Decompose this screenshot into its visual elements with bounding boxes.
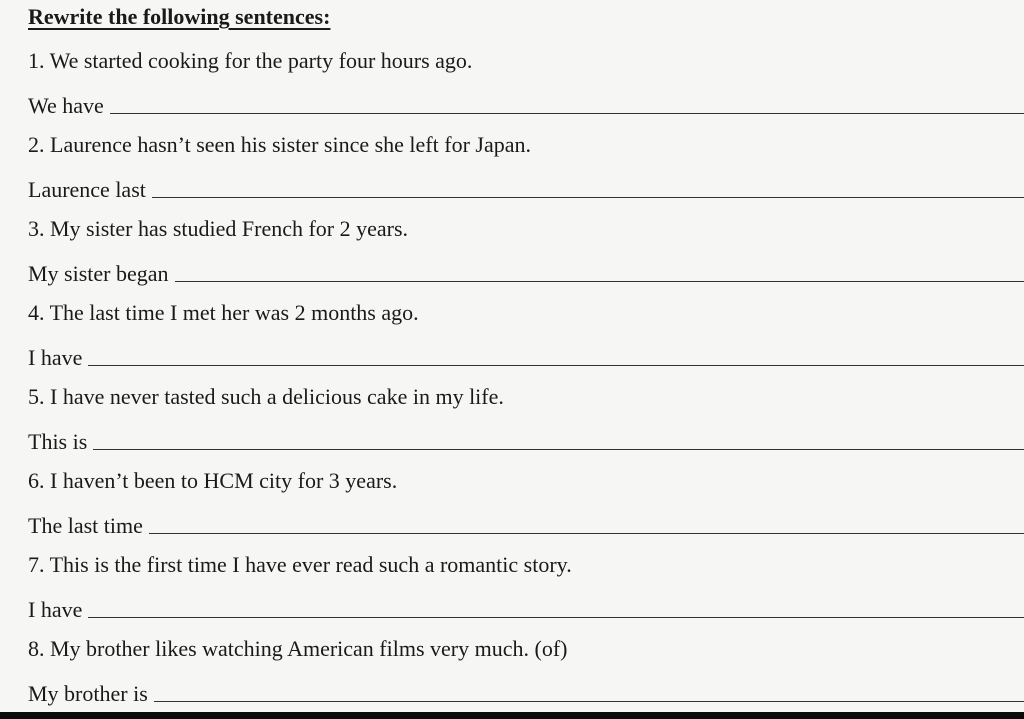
bottom-edge-bar [0, 712, 1024, 719]
answer-row [28, 594, 1024, 622]
exercise-item [0, 460, 1024, 544]
exercise-item [0, 40, 1024, 124]
answer-row [28, 174, 1024, 202]
answer-prompt: Laurence last [28, 177, 146, 202]
answer-row [28, 426, 1024, 454]
answer-blank-line[interactable] [88, 617, 1024, 618]
answer-prompt: The last time [28, 513, 143, 538]
exercise-item [0, 124, 1024, 208]
exercise-list [0, 40, 1024, 712]
answer-prompt: My brother is [28, 681, 148, 706]
exercise-sentence: 5. I have never tasted such a delicious cake in my life. [28, 384, 504, 409]
exercise-sentence: 3. My sister has studied French for 2 years. [28, 216, 409, 241]
answer-blank-line[interactable] [110, 113, 1024, 114]
answer-prompt: My sister began [28, 261, 169, 286]
answer-prompt: I have [28, 597, 83, 622]
exercise-item [0, 544, 1024, 628]
exercise-sentence: 4. The last time I met her was 2 months ago. [28, 300, 419, 325]
answer-blank-line[interactable] [93, 449, 1024, 450]
answer-prompt: I have [28, 345, 83, 370]
answer-prompt: This is [28, 429, 88, 454]
exercise-sentence: 7. This is the first time I have ever read such a romantic story. [28, 552, 572, 577]
answer-row [28, 90, 1024, 118]
answer-blank-line[interactable] [88, 365, 1024, 366]
worksheet-heading: Rewrite the following sentences: [28, 4, 331, 29]
exercise-sentence: 6. I haven’t been to HCM city for 3 years. [28, 468, 398, 493]
answer-row [28, 510, 1024, 538]
answer-row [28, 258, 1024, 286]
answer-row [28, 342, 1024, 370]
answer-blank-line[interactable] [175, 281, 1024, 282]
exercise-item [0, 628, 1024, 712]
exercise-item [0, 292, 1024, 376]
answer-blank-line[interactable] [149, 533, 1024, 534]
exercise-sentence: 8. My brother likes watching American films very much. (of) [28, 636, 568, 661]
exercise-sentence: 1. We started cooking for the party four hours ago. [28, 48, 473, 73]
answer-prompt: We have [28, 93, 104, 118]
answer-blank-line[interactable] [152, 197, 1024, 198]
answer-blank-line[interactable] [154, 701, 1024, 702]
exercise-item [0, 208, 1024, 292]
exercise-item [0, 376, 1024, 460]
answer-row [28, 678, 1024, 706]
exercise-sentence: 2. Laurence hasn’t seen his sister since she left for Japan. [28, 132, 531, 157]
